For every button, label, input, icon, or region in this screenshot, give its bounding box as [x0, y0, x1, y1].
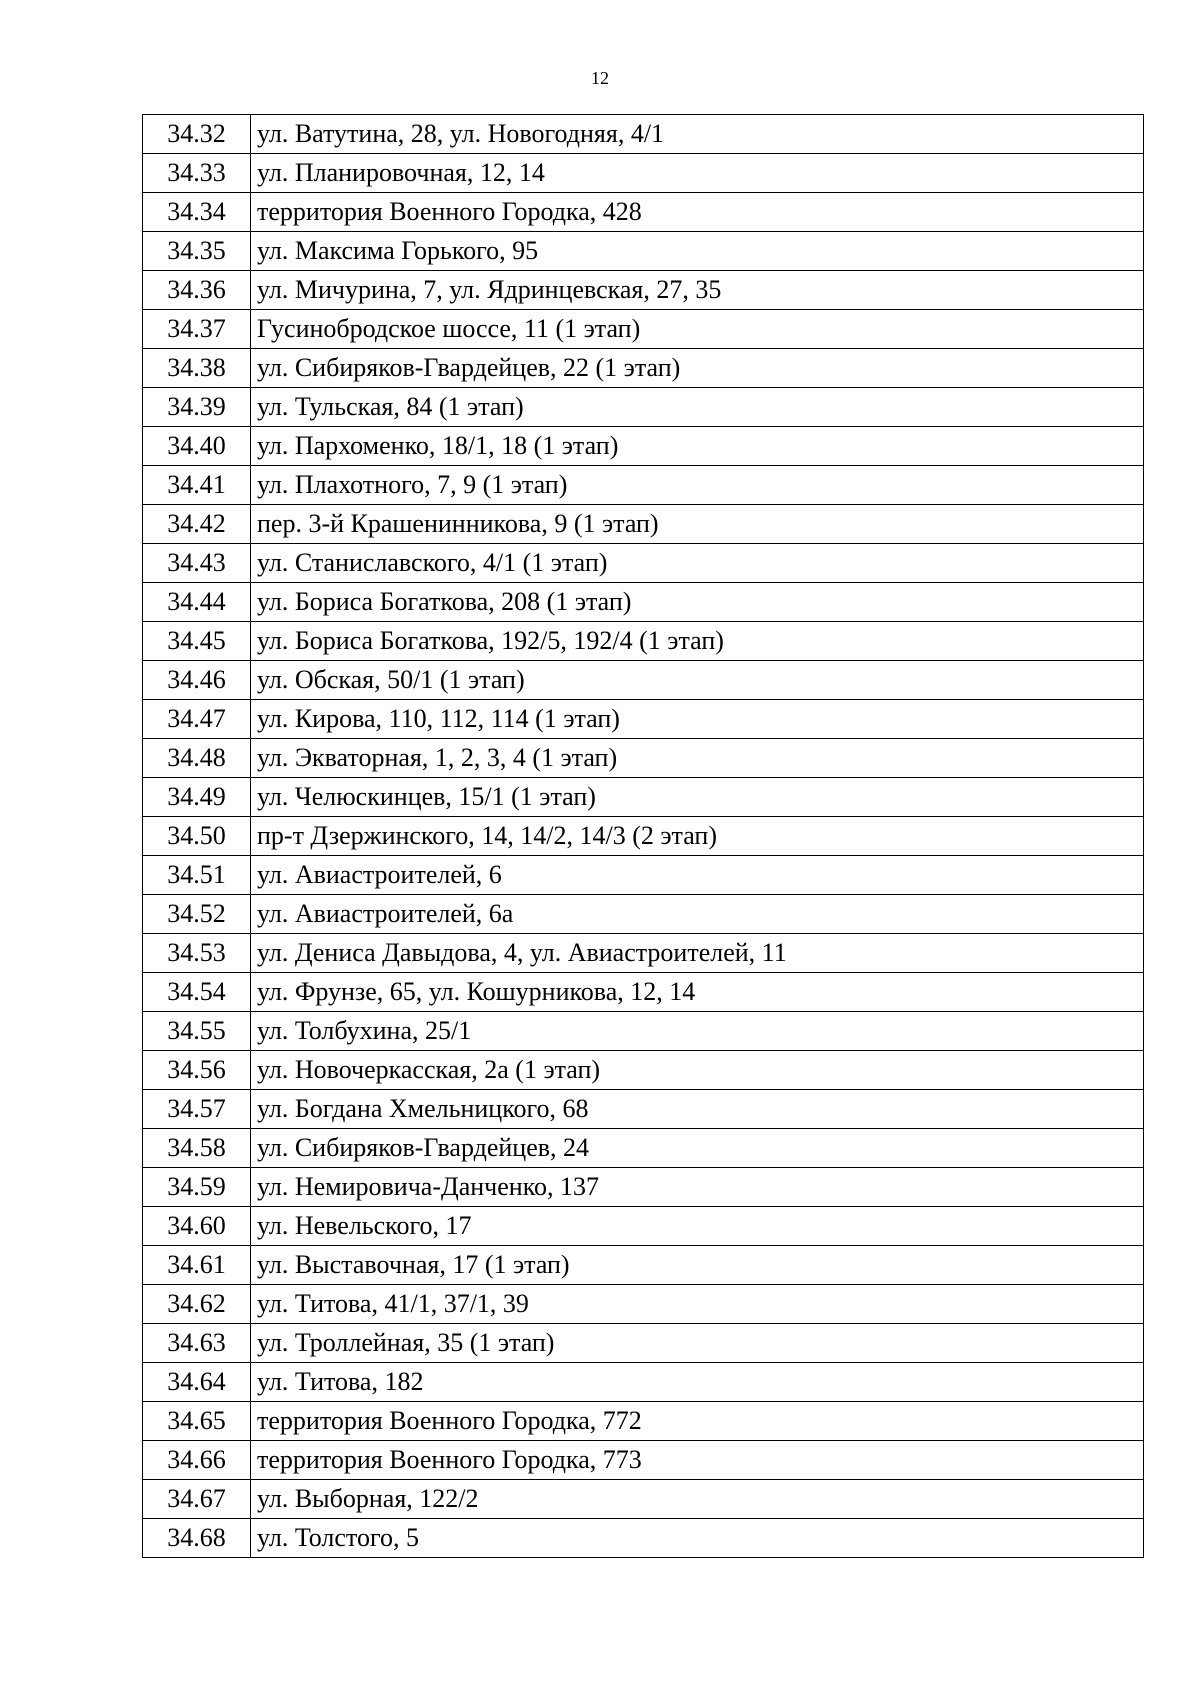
address-cell: ул. Тульская, 84 (1 этап): [251, 388, 1144, 427]
row-number-cell: 34.54: [143, 973, 251, 1012]
table-row: [143, 1480, 1144, 1519]
row-number-cell: 34.68: [143, 1519, 251, 1558]
table-row: [143, 973, 1144, 1012]
table-row: [143, 700, 1144, 739]
address-cell: ул. Выставочная, 17 (1 этап): [251, 1246, 1144, 1285]
table-row: [143, 817, 1144, 856]
row-number-cell: 34.59: [143, 1168, 251, 1207]
table-row: [143, 544, 1144, 583]
table-row: [143, 1051, 1144, 1090]
address-cell: ул. Толбухина, 25/1: [251, 1012, 1144, 1051]
address-cell: ул. Максима Горького, 95: [251, 232, 1144, 271]
row-number-cell: 34.64: [143, 1363, 251, 1402]
address-cell: ул. Сибиряков-Гвардейцев, 22 (1 этап): [251, 349, 1144, 388]
address-cell: ул. Сибиряков-Гвардейцев, 24: [251, 1129, 1144, 1168]
address-cell: ул. Станиславского, 4/1 (1 этап): [251, 544, 1144, 583]
row-number-cell: 34.48: [143, 739, 251, 778]
table-row: [143, 193, 1144, 232]
table-row: [143, 622, 1144, 661]
table-row: [143, 1285, 1144, 1324]
address-cell: ул. Дениса Давыдова, 4, ул. Авиастроителей, 11: [251, 934, 1144, 973]
table-row: [143, 1519, 1144, 1558]
row-number-cell: 34.67: [143, 1480, 251, 1519]
table-row: [143, 115, 1144, 154]
table-row: [143, 271, 1144, 310]
table-row: [143, 505, 1144, 544]
row-number-cell: 34.66: [143, 1441, 251, 1480]
address-table-body: [143, 115, 1144, 1558]
address-cell: Гусинобродское шоссе, 11 (1 этап): [251, 310, 1144, 349]
address-cell: ул. Троллейная, 35 (1 этап): [251, 1324, 1144, 1363]
row-number-cell: 34.36: [143, 271, 251, 310]
address-cell: ул. Титова, 41/1, 37/1, 39: [251, 1285, 1144, 1324]
address-cell: ул. Кирова, 110, 112, 114 (1 этап): [251, 700, 1144, 739]
address-cell: территория Военного Городка, 428: [251, 193, 1144, 232]
row-number-cell: 34.58: [143, 1129, 251, 1168]
address-cell: ул. Планировочная, 12, 14: [251, 154, 1144, 193]
row-number-cell: 34.62: [143, 1285, 251, 1324]
address-cell: ул. Бориса Богаткова, 208 (1 этап): [251, 583, 1144, 622]
table-row: [143, 1012, 1144, 1051]
address-cell: ул. Толстого, 5: [251, 1519, 1144, 1558]
address-cell: ул. Плахотного, 7, 9 (1 этап): [251, 466, 1144, 505]
table-row: [143, 349, 1144, 388]
row-number-cell: 34.65: [143, 1402, 251, 1441]
row-number-cell: 34.53: [143, 934, 251, 973]
address-cell: ул. Мичурина, 7, ул. Ядринцевская, 27, 35: [251, 271, 1144, 310]
row-number-cell: 34.35: [143, 232, 251, 271]
address-cell: ул. Обская, 50/1 (1 этап): [251, 661, 1144, 700]
table-row: [143, 388, 1144, 427]
address-cell: территория Военного Городка, 773: [251, 1441, 1144, 1480]
table-row: [143, 310, 1144, 349]
address-cell: ул. Ватутина, 28, ул. Новогодняя, 4/1: [251, 115, 1144, 154]
table-row: [143, 856, 1144, 895]
table-row: [143, 154, 1144, 193]
row-number-cell: 34.40: [143, 427, 251, 466]
address-cell: ул. Бориса Богаткова, 192/5, 192/4 (1 этап): [251, 622, 1144, 661]
table-row: [143, 739, 1144, 778]
row-number-cell: 34.32: [143, 115, 251, 154]
address-cell: пер. 3-й Крашенинникова, 9 (1 этап): [251, 505, 1144, 544]
table-row: [143, 232, 1144, 271]
table-row: [143, 1324, 1144, 1363]
row-number-cell: 34.46: [143, 661, 251, 700]
row-number-cell: 34.37: [143, 310, 251, 349]
table-row: [143, 1402, 1144, 1441]
table-row: [143, 583, 1144, 622]
row-number-cell: 34.57: [143, 1090, 251, 1129]
address-cell: ул. Челюскинцев, 15/1 (1 этап): [251, 778, 1144, 817]
row-number-cell: 34.55: [143, 1012, 251, 1051]
row-number-cell: 34.39: [143, 388, 251, 427]
table-row: [143, 895, 1144, 934]
row-number-cell: 34.33: [143, 154, 251, 193]
table-row: [143, 1168, 1144, 1207]
address-table: [142, 114, 1144, 1558]
row-number-cell: 34.34: [143, 193, 251, 232]
row-number-cell: 34.52: [143, 895, 251, 934]
row-number-cell: 34.56: [143, 1051, 251, 1090]
table-row: [143, 1090, 1144, 1129]
row-number-cell: 34.42: [143, 505, 251, 544]
row-number-cell: 34.50: [143, 817, 251, 856]
page-number: 12: [591, 68, 609, 88]
row-number-cell: 34.45: [143, 622, 251, 661]
address-cell: ул. Авиастроителей, 6: [251, 856, 1144, 895]
row-number-cell: 34.63: [143, 1324, 251, 1363]
address-cell: пр-т Дзержинского, 14, 14/2, 14/3 (2 этап): [251, 817, 1144, 856]
row-number-cell: 34.41: [143, 466, 251, 505]
row-number-cell: 34.44: [143, 583, 251, 622]
table-row: [143, 466, 1144, 505]
table-row: [143, 778, 1144, 817]
row-number-cell: 34.47: [143, 700, 251, 739]
row-number-cell: 34.61: [143, 1246, 251, 1285]
row-number-cell: 34.38: [143, 349, 251, 388]
address-cell: ул. Богдана Хмельницкого, 68: [251, 1090, 1144, 1129]
address-cell: ул. Титова, 182: [251, 1363, 1144, 1402]
table-row: [143, 661, 1144, 700]
address-cell: ул. Фрунзе, 65, ул. Кошурникова, 12, 14: [251, 973, 1144, 1012]
address-cell: ул. Новочеркасская, 2а (1 этап): [251, 1051, 1144, 1090]
row-number-cell: 34.51: [143, 856, 251, 895]
address-cell: ул. Пархоменко, 18/1, 18 (1 этап): [251, 427, 1144, 466]
row-number-cell: 34.60: [143, 1207, 251, 1246]
address-cell: ул. Выборная, 122/2: [251, 1480, 1144, 1519]
table-row: [143, 1363, 1144, 1402]
table-row: [143, 1441, 1144, 1480]
table-row: [143, 1129, 1144, 1168]
row-number-cell: 34.43: [143, 544, 251, 583]
address-cell: ул. Авиастроителей, 6а: [251, 895, 1144, 934]
row-number-cell: 34.49: [143, 778, 251, 817]
address-cell: территория Военного Городка, 772: [251, 1402, 1144, 1441]
address-cell: ул. Экваторная, 1, 2, 3, 4 (1 этап): [251, 739, 1144, 778]
table-row: [143, 1246, 1144, 1285]
address-cell: ул. Невельского, 17: [251, 1207, 1144, 1246]
table-row: [143, 934, 1144, 973]
address-cell: ул. Немировича-Данченко, 137: [251, 1168, 1144, 1207]
table-row: [143, 1207, 1144, 1246]
table-row: [143, 427, 1144, 466]
